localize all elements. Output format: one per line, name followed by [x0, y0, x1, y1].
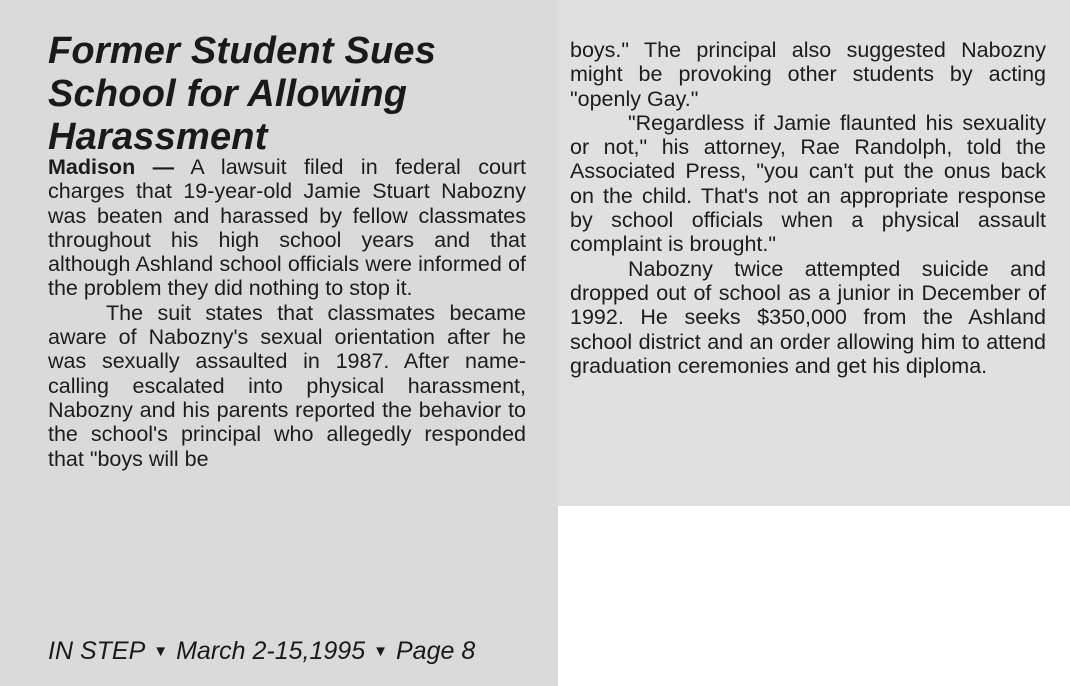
- clipping-right-column: [558, 0, 1070, 506]
- paragraph-1: [48, 155, 526, 301]
- issue-date: March 2-15,1995: [176, 637, 366, 665]
- paragraph-2: The suit states that classmates became aware of Nabozny's sexual orientation after he was sexually assaulted in 1987. After name- calling escalated into physical harassment, Nabozny and his parents reported the behavior to the school's principal who allegedly responded that "boys will be: [48, 300, 526, 471]
- triangle-down-icon: ▼: [153, 643, 169, 661]
- headline: Former Student Sues School for Allowing Harassment: [48, 30, 437, 158]
- paragraph-3: "Regardless if Jamie flaunted his sexuality or not," his attorney, Rae Randolph, told the Associated Press, "you can't put the onus back on the child. That's not an appropriate response by school officials when a physical assault complaint is brought.": [570, 110, 1046, 257]
- triangle-down-icon: ▼: [373, 643, 388, 661]
- page-footer: [48, 636, 553, 667]
- paragraph-4: Nabozny twice attempted suicide and dropped out of school as a junior in December of 1992. He seeks $350,000 from the Ashland school district and an order allowing him to attend graduation ceremonies and get his diploma.: [570, 256, 1046, 378]
- publication-name: IN STEP: [48, 637, 146, 665]
- dateline: Madison —: [48, 155, 175, 179]
- paragraph-2-continued: boys." The principal also suggested Nabozny might be provoking other students by acting "openly Gay.": [570, 38, 1046, 111]
- paragraph-1-text: A lawsuit filed in federal court charges that 19-year-old Jamie Stuart Nabozny was beaten and harassed by fellow classmates throughout his high school years and that although Ashland school officials were informed of the problem they did nothing to stop it.: [48, 155, 527, 301]
- page-number: Page 8: [395, 637, 476, 665]
- article-column-right: [570, 38, 1046, 378]
- article-column-left: [48, 155, 526, 471]
